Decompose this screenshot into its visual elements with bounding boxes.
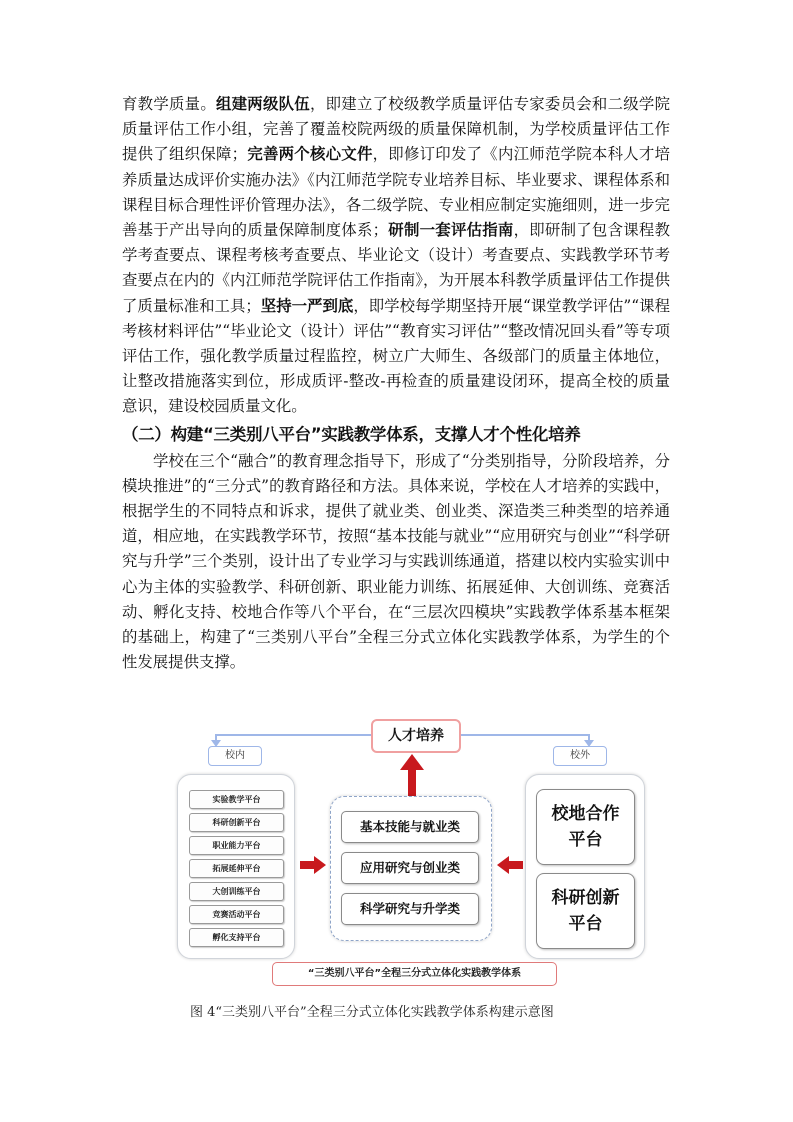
category-item: 基本技能与就业类 [341, 811, 479, 843]
practice-system-diagram [175, 716, 657, 992]
arrow-right-icon [300, 856, 326, 874]
bold-phrase: 坚持一严到底 [260, 296, 354, 315]
platform-item: 实验教学平台 [189, 790, 284, 809]
talent-cultivation-box: 人才培养 [371, 719, 461, 753]
platform-item: 拓展延伸平台 [189, 859, 284, 878]
platform-item: 校地合作平台 [536, 789, 635, 865]
bold-phrase: 完善两个核心文件 [247, 145, 373, 164]
off-campus-tag: 校外 [553, 746, 607, 766]
bold-phrase: 组建两级队伍 [215, 95, 310, 113]
platform-item: 竞赛活动平台 [189, 905, 284, 924]
figure-caption: 图 4“三类别八平台”全程三分式立体化实践教学体系构建示意图 [190, 1005, 554, 1020]
platform-item: 科研创新平台 [189, 813, 284, 832]
document-body [122, 92, 670, 675]
category-item: 应用研究与创业类 [341, 852, 479, 884]
platform-item: 孵化支持平台 [189, 928, 284, 947]
category-panel [330, 796, 492, 941]
section-heading: （二）构建“三类别八平台”实践教学体系，支撑人才个性化培养 [122, 424, 581, 444]
off-campus-panel [525, 774, 645, 959]
platform-item: 职业能力平台 [189, 836, 284, 855]
arrow-up-icon [400, 754, 424, 796]
on-campus-panel [177, 774, 295, 959]
platform-item: 大创训练平台 [189, 882, 284, 901]
system-label: “三类别八平台”全程三分式立体化实践教学体系 [272, 962, 557, 986]
category-item: 科学研究与升学类 [341, 893, 479, 925]
connector-line [459, 734, 589, 736]
paragraph-quality-assurance: 育教学质量。组建两级队伍，即建立了校级教学质量评估专家委员会和二级学院质量评估工作小组，完善了覆盖校院两级的质量保障机制，为学校质量评估工作提供了组织保障；完善两个核心文件，即修订印发了《内江师范学院本科人才培养质量达成评价实施办法》《内江师范学院专业培养目标、毕业要求、课程体系和课程目标合理性评价管理办法》，各二级学院、专业相应制定实施细则，进一步完善基于产出导向的质量保障制度体系；研制一套评估指南，即研制了包含课程教学考查要点、课程考核考查要点、毕业论文（设计）考查要点、实践教学环节考查要点在内的《内江师范学院评估工作指南》，为开展本科教学质量评估工作提供了质量标准和工具；坚持一严到底，即学校每学期坚持开展“课堂教学评估”“课程考核材料评估”“毕业论文（设计）评估”“教育实习评估”“整改情况回头看”等专项评估工作，强化教学质量过程监控，树立广大师生、各级部门的质量主体地位，让整改措施落实到位，形成质评-整改-再检查的质量建设闭环，提高全校的质量意识，建设校园质量文化。 [122, 95, 670, 416]
platform-item: 科研创新平台 [536, 873, 635, 949]
on-campus-tag: 校内 [208, 746, 262, 766]
paragraph-practice-system: 学校在三个“融合”的教育理念指导下，形成了“分类别指导，分阶段培养，分模块推进”的“三分式”的教育路径和方法。具体来说，学校在人才培养的实践中，根据学生的不同特点和诉求，提供了就业类、创业类、深造类三种类型的培养通道，相应地，在实践教学环节，按照“基本技能与就业”“应用研究与创业”“科学研究与升学”三个类别，设计出了专业学习与实践训练通道，搭建以校内实验实训中心为主体的实验教学、科研创新、职业能力训练、拓展延伸、大创训练、竞赛活动、孵化支持、校地合作等八个平台，在“三层次四模块”实践教学体系基本框架的基础上，构建了“三类别八平台”全程三分式立体化实践教学体系，为学生的个性发展提供支撑。 [122, 451, 670, 672]
arrow-left-icon [497, 856, 523, 874]
connector-line [215, 734, 371, 736]
bold-phrase: 研制一套评估指南 [388, 221, 514, 240]
